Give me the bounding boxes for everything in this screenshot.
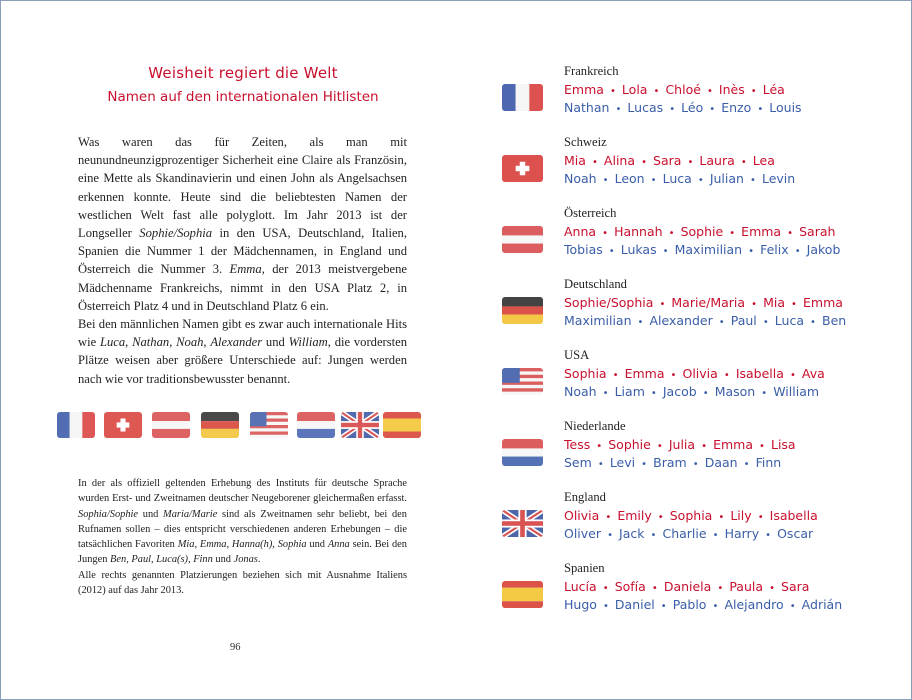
separator-dot: • bbox=[641, 459, 648, 470]
girl-name: Sophia bbox=[669, 508, 713, 523]
separator-dot: • bbox=[596, 441, 603, 452]
girl-name: Emma bbox=[624, 366, 665, 381]
separator-dot: • bbox=[659, 299, 666, 310]
boy-name: Liam bbox=[614, 384, 645, 399]
italic-name: Jonas bbox=[233, 554, 258, 566]
boy-name: Ben bbox=[822, 313, 847, 328]
text-run: Was waren das für Zeiten, als man mit neunundneunzigprozentiger Sicherheit eine Claire als Französin, eine Mette als Skandinavierin und einen John als Angelsachsen erkennen konnte. Heute sind die beliebtesten Namen der westlichen Welt fast alle polyglott. Im Jahr 2013 ist der Longseller bbox=[78, 135, 407, 241]
text-run: , bbox=[169, 335, 177, 350]
text-run: , bbox=[226, 539, 232, 551]
country-name: Österreich bbox=[564, 206, 617, 220]
separator-dot: • bbox=[669, 104, 676, 115]
girl-name: Sophie/Sophia bbox=[564, 295, 654, 310]
girl-name: Lily bbox=[730, 508, 752, 523]
austria-flag-icon bbox=[152, 412, 190, 438]
boy-name: Noah bbox=[564, 171, 597, 186]
spain-flag-icon bbox=[502, 581, 543, 608]
text-run: , bbox=[125, 335, 133, 350]
text-run: , bbox=[126, 554, 132, 566]
boy-name: Léo bbox=[681, 100, 704, 115]
separator-dot: • bbox=[748, 246, 755, 257]
girl-name: Olivia bbox=[564, 508, 600, 523]
girl-name: Anna bbox=[564, 224, 597, 239]
separator-dot: • bbox=[743, 459, 750, 470]
separator-dot: • bbox=[650, 388, 657, 399]
boy-name: Louis bbox=[769, 100, 802, 115]
separator-dot: • bbox=[759, 441, 765, 452]
country-name: Niederlande bbox=[564, 419, 626, 433]
girls-names-row bbox=[564, 437, 796, 452]
boy-name: Daan bbox=[704, 455, 738, 470]
italic-name: Emma bbox=[229, 262, 262, 277]
girl-name: Lola bbox=[621, 82, 648, 97]
italic-name: Luca bbox=[99, 335, 126, 350]
boys-names-row bbox=[564, 526, 813, 541]
boy-name: Jakob bbox=[806, 242, 841, 257]
text-run: , bbox=[187, 554, 194, 566]
italic-name: Alexander bbox=[210, 335, 263, 350]
separator-dot: • bbox=[757, 512, 764, 523]
girl-name: Laura bbox=[699, 153, 735, 168]
girl-name: Léa bbox=[762, 82, 785, 97]
boy-name: Oliver bbox=[564, 526, 602, 541]
country-name: Schweiz bbox=[564, 135, 607, 149]
italic-name: William bbox=[288, 335, 328, 350]
text-run: In der als offiziell geltenden Erhebung des Instituts für deutsche Sprache wurden Erst- und Zweitnamen deutscher Neugeborener gleichermaßen erfasst. bbox=[78, 478, 407, 505]
intro-text bbox=[78, 133, 407, 388]
girl-name: Sophia bbox=[564, 366, 607, 381]
girl-name: Sara bbox=[781, 579, 810, 594]
girl-name: Tess bbox=[564, 437, 591, 452]
boy-name: Felix bbox=[760, 242, 789, 257]
boy-name: Hugo bbox=[564, 597, 597, 612]
country-name: Spanien bbox=[564, 561, 605, 575]
girl-name: Emma bbox=[713, 437, 753, 452]
girl-name: Sophie bbox=[608, 437, 651, 452]
boy-name: Jacob bbox=[662, 384, 697, 399]
girls-names-row bbox=[564, 224, 835, 239]
separator-dot: • bbox=[609, 86, 616, 97]
page-number: 96 bbox=[230, 642, 241, 653]
text-run: Bei den männlichen Namen gibt es zwar auch internationale Hits wie bbox=[78, 317, 407, 350]
spain-flag-icon bbox=[383, 412, 421, 438]
separator-dot: • bbox=[789, 370, 796, 381]
text-run: , bbox=[194, 539, 200, 551]
separator-dot: • bbox=[602, 228, 609, 239]
separator-dot: • bbox=[657, 512, 664, 523]
country-name: USA bbox=[564, 348, 590, 362]
separator-dot: • bbox=[750, 175, 756, 186]
text-run: , bbox=[272, 539, 278, 551]
girl-name: Inès bbox=[718, 82, 745, 97]
italic-name: Maria/Marie bbox=[163, 508, 218, 520]
girl-name: Daniela bbox=[663, 579, 712, 594]
boy-name: Luca bbox=[662, 171, 692, 186]
boy-name: Jack bbox=[619, 526, 645, 541]
footnote-paragraph bbox=[78, 476, 407, 598]
boy-name: Luca bbox=[774, 313, 804, 328]
girls-names-row bbox=[564, 366, 825, 381]
separator-dot: • bbox=[765, 530, 772, 541]
page-title: Weisheit regiert die Welt bbox=[148, 64, 338, 82]
germany-flag-icon bbox=[201, 412, 239, 438]
girls-names-row bbox=[564, 153, 775, 168]
separator-dot: • bbox=[706, 86, 713, 97]
netherlands-flag-icon bbox=[297, 412, 335, 438]
text-run: und bbox=[306, 539, 328, 551]
separator-dot: • bbox=[650, 175, 657, 186]
separator-dot: • bbox=[597, 459, 604, 470]
france-flag-icon bbox=[502, 84, 543, 111]
boy-name: Finn bbox=[755, 455, 782, 470]
separator-dot: • bbox=[787, 228, 794, 239]
girl-name: Hannah bbox=[614, 224, 663, 239]
separator-dot: • bbox=[762, 317, 769, 328]
boy-name: Oscar bbox=[777, 526, 814, 541]
separator-dot: • bbox=[701, 441, 708, 452]
italic-name: Mia bbox=[177, 539, 195, 551]
separator-dot: • bbox=[637, 317, 644, 328]
separator-dot: • bbox=[692, 459, 699, 470]
boy-name: Paul bbox=[730, 313, 757, 328]
girl-name: Emma bbox=[741, 224, 782, 239]
text-run: und bbox=[212, 554, 234, 566]
text-run: sind als Zweitnamen sehr beliebt, bei den Rufnamen sollen – dies entspricht verschiedenen anderen Erhebungen – die tatsächlichen Favoriten bbox=[78, 508, 407, 551]
separator-dot: • bbox=[660, 601, 667, 612]
boy-name: Charlie bbox=[662, 526, 707, 541]
country-name: England bbox=[564, 490, 606, 504]
england-flag-icon bbox=[502, 510, 543, 537]
italic-name: Sophia/Sophie bbox=[78, 508, 139, 520]
separator-dot: • bbox=[662, 246, 669, 257]
page-subtitle: Namen auf den internationalen Hitlisten bbox=[107, 89, 379, 105]
switzerland-flag-icon bbox=[502, 155, 543, 182]
italic-name: Paul bbox=[131, 554, 152, 566]
girl-name: Paula bbox=[729, 579, 764, 594]
separator-dot: • bbox=[750, 86, 757, 97]
text-run: . bbox=[257, 554, 261, 566]
text-run: , der 2013 meistvergebene Mädchenname Frankreichs, nimmt in den USA Platz 2, in Österreich Platz 4 und in Deutschland Platz 6 ein. bbox=[78, 262, 407, 313]
separator-dot: • bbox=[641, 157, 647, 168]
girl-name: Lisa bbox=[770, 437, 796, 452]
boy-name: Bram bbox=[653, 455, 687, 470]
girl-name: Lea bbox=[752, 153, 775, 168]
separator-dot: • bbox=[668, 228, 675, 239]
separator-dot: • bbox=[697, 175, 704, 186]
text-run: sein. Bei den Jungen bbox=[78, 539, 407, 566]
separator-dot: • bbox=[612, 370, 619, 381]
boy-name: Alejandro bbox=[724, 597, 784, 612]
boy-name: Levin bbox=[761, 171, 796, 186]
separator-dot: • bbox=[791, 299, 797, 310]
boy-name: Pablo bbox=[672, 597, 707, 612]
usa-flag-icon bbox=[250, 412, 288, 438]
separator-dot: • bbox=[602, 175, 609, 186]
boy-name: Noah bbox=[564, 384, 597, 399]
italic-name: Hanna(h) bbox=[231, 539, 273, 551]
intro-paragraph bbox=[78, 133, 407, 388]
boys-names-row bbox=[564, 455, 781, 470]
italic-name: Anna bbox=[327, 539, 350, 551]
separator-dot: • bbox=[608, 246, 615, 257]
austria-flag-icon bbox=[502, 226, 543, 253]
separator-dot: • bbox=[687, 157, 694, 168]
boy-name: Enzo bbox=[721, 100, 752, 115]
boys-names-row bbox=[564, 100, 802, 115]
separator-dot: • bbox=[769, 583, 775, 594]
text-run: und bbox=[138, 508, 164, 520]
separator-dot: • bbox=[615, 104, 622, 115]
boy-name: Nathan bbox=[564, 100, 610, 115]
boys-names-row bbox=[564, 313, 846, 328]
country-name: Deutschland bbox=[564, 277, 627, 291]
separator-dot: • bbox=[729, 228, 736, 239]
girl-name: Isabella bbox=[769, 508, 818, 523]
boy-name: Daniel bbox=[614, 597, 655, 612]
girls-names-row bbox=[564, 508, 818, 523]
italic-name: Ben bbox=[110, 554, 127, 566]
girl-name: Alina bbox=[603, 153, 636, 168]
separator-dot: • bbox=[718, 512, 725, 523]
boy-name: Julian bbox=[709, 171, 744, 186]
girl-name: Emma bbox=[564, 82, 604, 97]
separator-dot: • bbox=[810, 317, 816, 328]
boy-name: Maximilian bbox=[674, 242, 743, 257]
text-run: , bbox=[203, 335, 211, 350]
italic-name: Finn bbox=[193, 554, 213, 566]
text-run: Alle rechts genannten Platzierungen beziehen sich mit Ausnahme Italiens (2012) auf das Jahr 2013. bbox=[78, 569, 407, 597]
separator-dot: • bbox=[602, 388, 609, 399]
netherlands-flag-icon bbox=[502, 439, 543, 466]
country-name: Frankreich bbox=[564, 64, 619, 78]
girl-name: Marie/Maria bbox=[671, 295, 746, 310]
boy-name: Maximilian bbox=[564, 313, 632, 328]
text-run: in den USA, Deutschland, Italien, Spanien die Nummer 1 der Mädchennamen, in England und Österreich die Nummer 3. bbox=[78, 226, 407, 277]
footnote-text bbox=[78, 476, 407, 598]
separator-dot: • bbox=[702, 388, 709, 399]
italic-name: Emma bbox=[199, 539, 227, 551]
boy-name: Tobias bbox=[564, 242, 603, 257]
italic-name: Luca(s) bbox=[156, 554, 188, 566]
boy-name: Leon bbox=[614, 171, 645, 186]
separator-dot: • bbox=[717, 583, 724, 594]
boys-names-row bbox=[564, 597, 842, 612]
separator-dot: • bbox=[740, 157, 747, 168]
germany-flag-icon bbox=[502, 297, 543, 324]
boys-names-row bbox=[564, 242, 840, 257]
switzerland-flag-icon bbox=[104, 412, 142, 438]
separator-dot: • bbox=[712, 530, 719, 541]
france-flag-icon bbox=[57, 412, 95, 438]
separator-dot: • bbox=[602, 583, 609, 594]
boy-name: Harry bbox=[724, 526, 760, 541]
girl-name: Chloé bbox=[665, 82, 701, 97]
girls-names-row bbox=[564, 579, 809, 594]
boy-name: Lucas bbox=[627, 100, 664, 115]
separator-dot: • bbox=[670, 370, 677, 381]
boys-names-row bbox=[564, 171, 795, 186]
separator-dot: • bbox=[794, 246, 801, 257]
girl-name: Emily bbox=[617, 508, 652, 523]
separator-dot: • bbox=[761, 388, 768, 399]
boy-name: Adrián bbox=[801, 597, 843, 612]
separator-dot: • bbox=[605, 512, 612, 523]
girl-name: Sara bbox=[653, 153, 682, 168]
boy-name: Mason bbox=[714, 384, 756, 399]
girls-names-row bbox=[564, 82, 785, 97]
girl-name: Sarah bbox=[799, 224, 836, 239]
boy-name: Sem bbox=[564, 455, 592, 470]
italic-name: Sophie/Sophia bbox=[139, 226, 213, 241]
girl-name: Mia bbox=[564, 153, 586, 168]
girl-name: Isabella bbox=[735, 366, 784, 381]
england-flag-icon bbox=[341, 412, 379, 438]
girl-name: Olivia bbox=[682, 366, 718, 381]
separator-dot: • bbox=[757, 104, 764, 115]
separator-dot: • bbox=[723, 370, 730, 381]
girl-name: Lucía bbox=[564, 579, 597, 594]
separator-dot: • bbox=[789, 601, 796, 612]
boy-name: William bbox=[773, 384, 820, 399]
separator-dot: • bbox=[709, 104, 716, 115]
text-run: , die vordersten Plätze weisen aber größere Unterschiede auf: Jungen werden nach wie vor traditionsbewusster benannt. bbox=[78, 335, 408, 386]
boy-name: Alexander bbox=[649, 313, 713, 328]
girls-names-row bbox=[564, 295, 843, 310]
separator-dot: • bbox=[653, 86, 660, 97]
girl-name: Ava bbox=[801, 366, 825, 381]
girl-name: Emma bbox=[803, 295, 843, 310]
usa-flag-icon bbox=[502, 368, 543, 395]
girl-name: Sophie bbox=[680, 224, 724, 239]
flag-strip bbox=[57, 412, 427, 442]
separator-dot: • bbox=[718, 317, 725, 328]
text-run: , bbox=[151, 554, 157, 566]
separator-dot: • bbox=[712, 601, 719, 612]
boy-name: Lukas bbox=[620, 242, 657, 257]
boy-name: Levi bbox=[609, 455, 636, 470]
boys-names-row bbox=[564, 384, 819, 399]
separator-dot: • bbox=[602, 601, 609, 612]
separator-dot: • bbox=[656, 441, 663, 452]
italic-name: Noah bbox=[176, 335, 204, 350]
italic-name: Nathan bbox=[132, 335, 170, 350]
girl-name: Mia bbox=[763, 295, 785, 310]
separator-dot: • bbox=[607, 530, 613, 541]
separator-dot: • bbox=[751, 299, 758, 310]
separator-dot: • bbox=[650, 530, 657, 541]
text-run: und bbox=[262, 335, 289, 350]
separator-dot: • bbox=[651, 583, 658, 594]
girl-name: Sofía bbox=[614, 579, 646, 594]
girl-name: Julia bbox=[668, 437, 696, 452]
italic-name: Sophia bbox=[277, 539, 307, 551]
separator-dot: • bbox=[591, 157, 598, 168]
